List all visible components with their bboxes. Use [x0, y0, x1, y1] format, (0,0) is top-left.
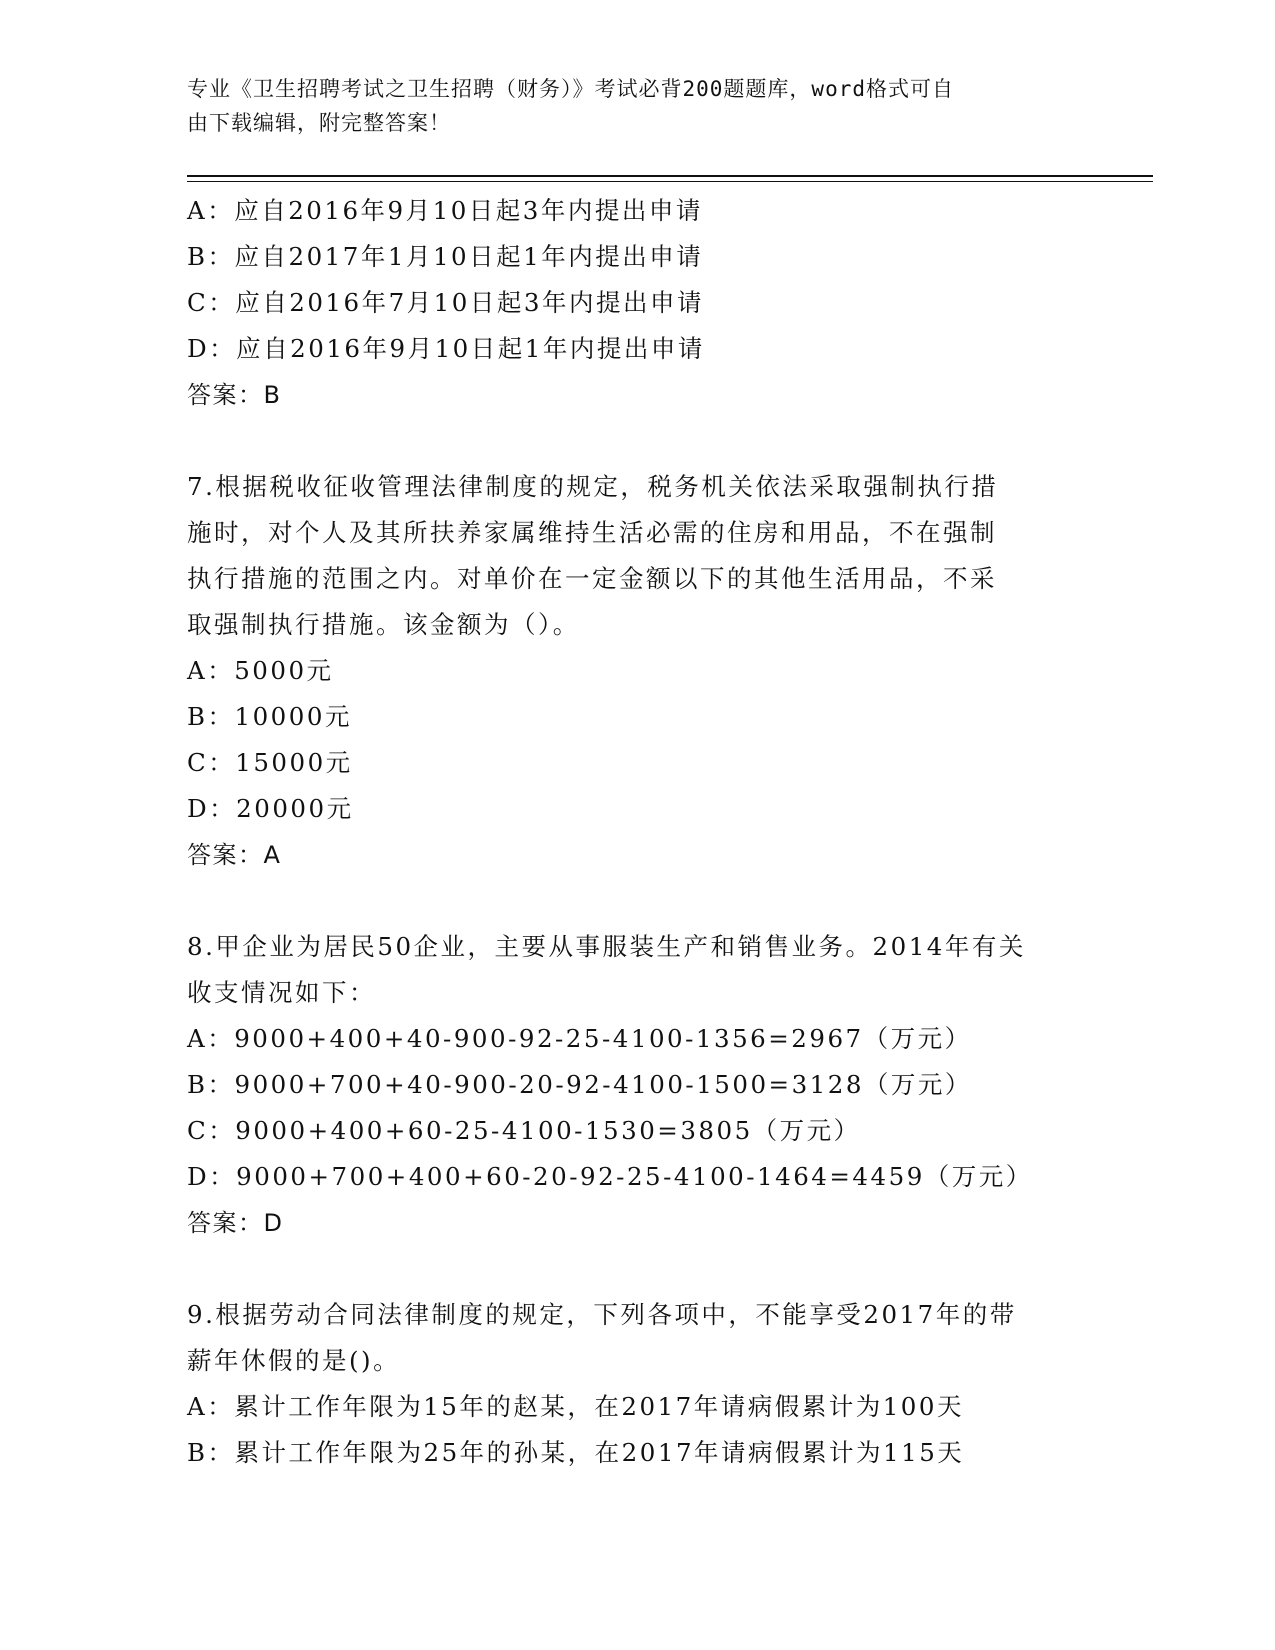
question-stem-line: 9.根据劳动合同法律制度的规定，下列各项中，不能享受2017年的带	[187, 1300, 1017, 1329]
document-header	[187, 72, 1067, 140]
option-b: B：累计工作年限为25年的孙某，在2017年请病假累计为115天	[187, 1438, 965, 1467]
option-a: A：5000元	[187, 656, 334, 685]
question-stem-line: 施时，对个人及其所扶养家属维持生活必需的住房和用品，不在强制	[187, 518, 997, 547]
question-6	[187, 188, 1087, 418]
question-9	[187, 1292, 1087, 1476]
option-b: B：9000+700+40-900-20-92-4100-1500=3128（万元）	[187, 1070, 972, 1099]
option-c: C：15000元	[187, 748, 353, 777]
question-list	[187, 188, 1087, 1476]
option-a: A：应自2016年9月10日起3年内提出申请	[187, 196, 703, 225]
option-a: A：9000+400+40-900-92-25-4100-1356=2967（万元）	[187, 1024, 972, 1053]
question-7	[187, 464, 1087, 878]
question-stem-line: 执行措施的范围之内。对单价在一定金额以下的其他生活用品，不采	[187, 564, 997, 593]
option-a: A：累计工作年限为15年的赵某，在2017年请病假累计为100天	[187, 1392, 964, 1421]
header-divider-thick	[187, 175, 1153, 177]
header-line-2: 由下载编辑，附完整答案！	[187, 111, 451, 135]
option-d: D：9000+700+400+60-20-92-25-4100-1464=4459（万元）	[187, 1162, 1033, 1191]
option-c: C：应自2016年7月10日起3年内提出申请	[187, 288, 704, 317]
spacer	[187, 1246, 1087, 1292]
question-stem-line: 8.甲企业为居民50企业，主要从事服装生产和销售业务。2014年有关	[187, 932, 1026, 961]
question-stem-line: 薪年休假的是()。	[187, 1346, 401, 1375]
option-c: C：9000+400+60-25-4100-1530=3805（万元）	[187, 1116, 861, 1145]
answer-line: 答案：B	[187, 381, 282, 409]
header-line-1: 专业《卫生招聘考试之卫生招聘（财务）》考试必背200题题库，word格式可自	[187, 77, 954, 101]
option-d: D：应自2016年9月10日起1年内提出申请	[187, 334, 705, 363]
option-d: D：20000元	[187, 794, 354, 823]
question-stem-line: 取强制执行措施。该金额为（）。	[187, 610, 580, 639]
answer-line: 答案：D	[187, 1209, 284, 1237]
spacer	[187, 878, 1087, 924]
question-stem-line: 收支情况如下：	[187, 978, 376, 1007]
option-b: B：应自2017年1月10日起1年内提出申请	[187, 242, 704, 271]
option-b: B：10000元	[187, 702, 352, 731]
question-stem-line: 7.根据税收征收管理法律制度的规定，税务机关依法采取强制执行措	[187, 472, 999, 501]
question-8	[187, 924, 1087, 1246]
answer-line: 答案：A	[187, 841, 282, 869]
header-divider-thin	[187, 181, 1153, 182]
spacer	[187, 418, 1087, 464]
